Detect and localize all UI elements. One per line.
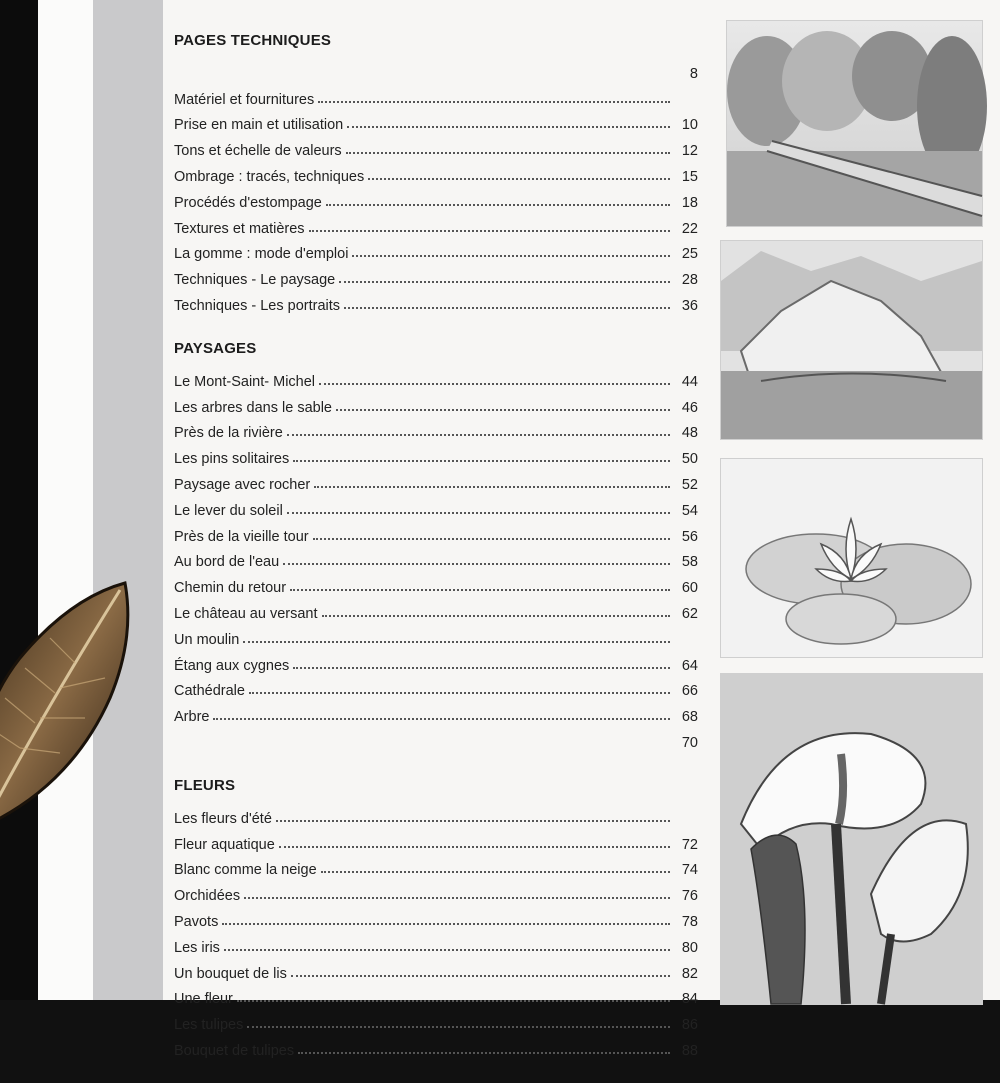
toc-entry bbox=[174, 570, 698, 596]
toc-entry bbox=[174, 133, 698, 159]
entry-title: Blanc comme la neige bbox=[174, 862, 317, 879]
dot-leader bbox=[318, 100, 670, 103]
entry-page-number: 82 bbox=[681, 965, 698, 982]
entry-page-number: 10 bbox=[681, 117, 698, 134]
toc-entry bbox=[174, 211, 698, 237]
section-heading: PAGES TECHNIQUES bbox=[174, 32, 332, 49]
entry-page-number: 70 bbox=[681, 734, 698, 751]
entry-page-number: 76 bbox=[681, 888, 698, 905]
entry-page-number: 18 bbox=[681, 194, 698, 211]
section-heading: PAYSAGES bbox=[174, 339, 257, 357]
entry-title: Les arbres dans le sable bbox=[174, 399, 332, 416]
entry-page-number: 62 bbox=[681, 605, 698, 622]
toc-entry bbox=[174, 878, 698, 904]
toc-section bbox=[174, 775, 698, 1059]
entry-title: Prise en main et utilisation bbox=[174, 117, 344, 134]
toc-entry bbox=[174, 1007, 698, 1033]
dark-background bbox=[0, 0, 38, 1000]
toc-entry bbox=[174, 390, 698, 416]
entry-title: Chemin du retour bbox=[174, 580, 287, 597]
dot-leader bbox=[368, 177, 670, 180]
gray-margin-band bbox=[93, 0, 163, 1000]
dot-leader bbox=[336, 408, 670, 411]
entry-title: Les iris bbox=[174, 939, 220, 956]
entry-page-number: 74 bbox=[681, 862, 698, 879]
toc-entry bbox=[174, 493, 698, 519]
toc-entry bbox=[174, 108, 698, 134]
feather-ornament bbox=[0, 578, 140, 843]
entry-title: Les fleurs d'été bbox=[174, 810, 272, 827]
entry-page-number: 54 bbox=[681, 502, 698, 519]
toc-section bbox=[174, 338, 698, 751]
entry-title: Un bouquet de lis bbox=[174, 965, 287, 982]
toc-entry bbox=[174, 467, 698, 493]
toc-entry bbox=[174, 441, 698, 467]
dot-leader bbox=[344, 306, 670, 309]
entry-page-number: 52 bbox=[681, 476, 698, 493]
toc-entry bbox=[174, 648, 698, 674]
dot-leader bbox=[249, 691, 670, 694]
dot-leader bbox=[213, 717, 670, 720]
entry-title: Paysage avec rocher bbox=[174, 476, 311, 493]
toc-entry bbox=[174, 853, 698, 879]
dot-leader bbox=[322, 614, 671, 617]
water-lily-sketch bbox=[720, 458, 983, 658]
book-page bbox=[38, 0, 1000, 1059]
toc-entry bbox=[174, 262, 698, 288]
entry-page-number: 60 bbox=[681, 580, 698, 597]
entry-title: Les pins solitaires bbox=[174, 451, 290, 468]
toc-entry bbox=[174, 801, 698, 827]
entry-title: Étang aux cygnes bbox=[174, 657, 290, 674]
toc-entry bbox=[174, 674, 698, 700]
entry-page-number: 64 bbox=[681, 657, 698, 674]
dot-leader bbox=[326, 203, 670, 206]
entry-title: Près de la vieille tour bbox=[174, 528, 309, 545]
entry-page-number: 12 bbox=[681, 143, 698, 160]
dot-leader bbox=[276, 819, 670, 822]
dot-leader bbox=[314, 485, 670, 488]
entry-title: Un moulin bbox=[174, 631, 240, 648]
entry-title: Techniques - Les portraits bbox=[174, 297, 341, 314]
dot-leader bbox=[224, 948, 670, 951]
entry-title: Bouquet de tulipes bbox=[174, 1042, 295, 1059]
toc-entry bbox=[174, 930, 698, 956]
entry-page-number: 78 bbox=[681, 913, 698, 930]
entry-title: Procédés d'estompage bbox=[174, 194, 322, 211]
entry-page-number: 15 bbox=[681, 168, 698, 185]
entry-title: Ombrage : tracés, techniques bbox=[174, 168, 365, 185]
dot-leader bbox=[291, 974, 670, 977]
entry-title: Au bord de l'eau bbox=[174, 554, 280, 571]
entry-page-number: 46 bbox=[681, 399, 698, 416]
toc-entry bbox=[174, 596, 698, 622]
toc-entry bbox=[174, 956, 698, 982]
dot-leader bbox=[279, 845, 670, 848]
dot-leader bbox=[352, 254, 670, 257]
toc-entry bbox=[174, 904, 698, 930]
entry-page-number: 44 bbox=[681, 373, 698, 390]
entry-page-number: 68 bbox=[681, 709, 698, 726]
toc-entry bbox=[174, 699, 698, 725]
entry-title: Cathédrale bbox=[174, 683, 245, 700]
toc-entry bbox=[174, 159, 698, 185]
dot-leader bbox=[222, 922, 670, 925]
toc-entry bbox=[174, 288, 698, 314]
table-of-contents bbox=[174, 30, 698, 1083]
toc-entry bbox=[174, 185, 698, 211]
entry-title: Près de la rivière bbox=[174, 425, 283, 442]
dot-leader bbox=[287, 511, 670, 514]
entry-page-number: 80 bbox=[681, 939, 698, 956]
toc-entry bbox=[174, 827, 698, 853]
entry-page-number: 58 bbox=[681, 554, 698, 571]
toc-entry bbox=[174, 519, 698, 545]
bridge-landscape-sketch bbox=[726, 20, 983, 227]
entry-page-number: 86 bbox=[681, 1017, 698, 1034]
entry-page-number: 8 bbox=[689, 65, 698, 82]
dot-leader bbox=[346, 151, 670, 154]
page-edge bbox=[38, 0, 93, 1000]
dot-leader bbox=[321, 870, 670, 873]
entry-title: Matériel et fournitures bbox=[174, 91, 315, 108]
dot-leader bbox=[298, 1051, 670, 1054]
dot-leader bbox=[293, 459, 670, 462]
entry-page-number: 66 bbox=[681, 683, 698, 700]
toc-entry bbox=[174, 56, 698, 82]
section-heading: FLEURS bbox=[174, 776, 236, 794]
dot-leader bbox=[287, 433, 670, 436]
calla-lily-sketch bbox=[720, 673, 983, 1005]
entry-title: Textures et matières bbox=[174, 220, 305, 237]
dot-leader bbox=[319, 382, 670, 385]
entry-title: Tons et échelle de valeurs bbox=[174, 143, 342, 160]
entry-title: Arbre bbox=[174, 709, 210, 726]
entry-page-number: 48 bbox=[681, 425, 698, 442]
rocky-coast-sketch bbox=[720, 240, 983, 440]
toc-section bbox=[174, 30, 698, 314]
toc-entry bbox=[174, 725, 698, 751]
entry-page-number: 56 bbox=[681, 528, 698, 545]
toc-entry bbox=[174, 1033, 698, 1059]
dot-leader bbox=[290, 588, 670, 591]
dot-leader bbox=[339, 280, 670, 283]
dot-leader bbox=[283, 562, 670, 565]
entry-title: Une fleur bbox=[174, 991, 233, 1008]
entry-page-number: 22 bbox=[681, 220, 698, 237]
entry-title: Pavots bbox=[174, 913, 219, 930]
entry-title: Le Mont-Saint- Michel bbox=[174, 373, 316, 390]
entry-page-number: 50 bbox=[681, 451, 698, 468]
entry-title: Les tulipes bbox=[174, 1017, 244, 1034]
entry-title: Orchidées bbox=[174, 888, 241, 905]
dot-leader bbox=[347, 125, 670, 128]
entry-page-number: 25 bbox=[681, 246, 698, 263]
entry-title: Le lever du soleil bbox=[174, 502, 283, 519]
toc-entry bbox=[174, 237, 698, 263]
entry-page-number: 72 bbox=[681, 836, 698, 853]
dot-leader bbox=[243, 640, 670, 643]
entry-page-number: 88 bbox=[681, 1042, 698, 1059]
toc-entry bbox=[174, 982, 698, 1008]
entry-page-number: 36 bbox=[681, 297, 698, 314]
toc-entry bbox=[174, 82, 698, 108]
toc-entry bbox=[174, 416, 698, 442]
toc-entry bbox=[174, 622, 698, 648]
entry-page-number: 28 bbox=[681, 272, 698, 289]
dot-leader bbox=[313, 537, 670, 540]
dot-leader bbox=[293, 666, 670, 669]
entry-title: Le château au versant bbox=[174, 605, 318, 622]
toc-entry bbox=[174, 545, 698, 571]
entry-page-number: 84 bbox=[681, 991, 698, 1008]
toc-entry bbox=[174, 364, 698, 390]
entry-title: Techniques - Le paysage bbox=[174, 272, 336, 289]
entry-title: La gomme : mode d'emploi bbox=[174, 246, 349, 263]
dot-leader bbox=[244, 896, 670, 899]
dot-leader bbox=[247, 1025, 670, 1028]
dot-leader bbox=[237, 999, 670, 1002]
entry-title: Fleur aquatique bbox=[174, 836, 275, 853]
dot-leader bbox=[309, 229, 670, 232]
